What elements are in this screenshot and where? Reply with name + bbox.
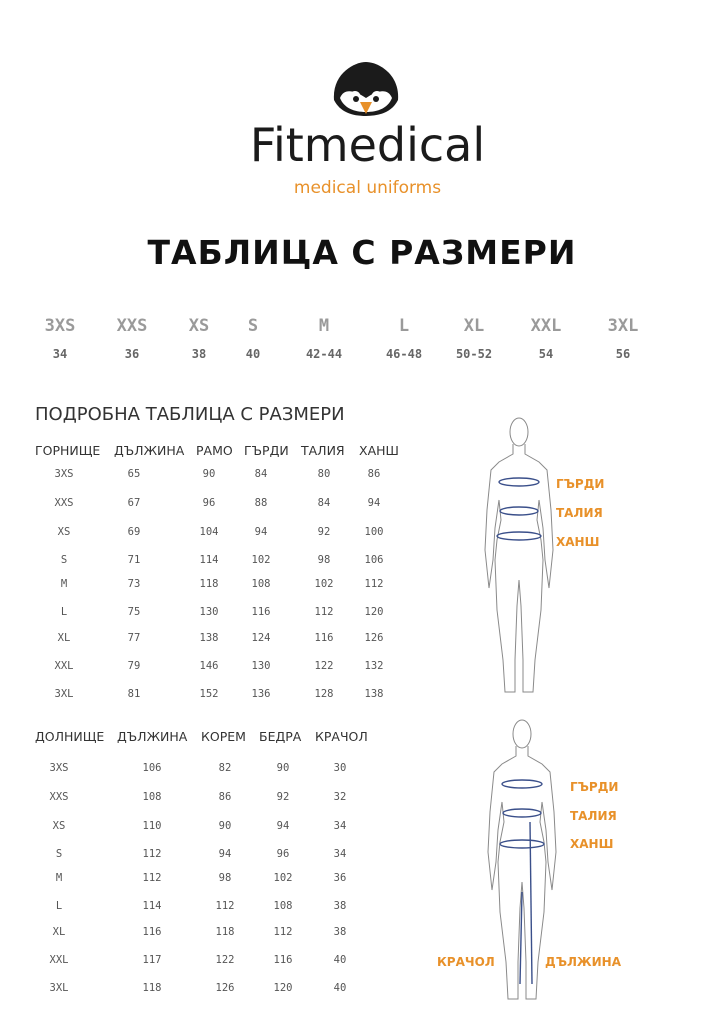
size-label: S bbox=[247, 316, 259, 336]
table-cell: 116 bbox=[273, 954, 293, 966]
tops-header-length: ДЪЛЖИНА bbox=[114, 443, 185, 458]
size-label: 3XS bbox=[44, 316, 76, 336]
table-row-size: XL bbox=[57, 632, 71, 644]
table-cell: 126 bbox=[215, 982, 235, 994]
table-cell: 40 bbox=[333, 954, 347, 966]
table-cell: 102 bbox=[273, 872, 293, 884]
table-cell: 116 bbox=[251, 606, 271, 618]
table-cell: 38 bbox=[333, 900, 347, 912]
table-cell: 120 bbox=[273, 982, 293, 994]
table-cell: 118 bbox=[199, 578, 219, 590]
table-cell: 94 bbox=[218, 848, 232, 860]
size-number: 36 bbox=[124, 347, 140, 361]
table-row-size: 3XL bbox=[54, 688, 74, 700]
table-cell: 132 bbox=[364, 660, 384, 672]
table-cell: 122 bbox=[314, 660, 334, 672]
table-row-size: L bbox=[60, 606, 68, 618]
tops-header-hip: ХАНШ bbox=[359, 443, 399, 458]
table-cell: 38 bbox=[333, 926, 347, 938]
figure-bottom-length-label: ДЪЛЖИНА bbox=[545, 955, 621, 969]
table-row-size: 3XS bbox=[49, 762, 69, 774]
table-cell: 84 bbox=[254, 468, 268, 480]
table-cell: 90 bbox=[276, 762, 290, 774]
table-row-size: S bbox=[55, 848, 63, 860]
bottoms-header-length: ДЪЛЖИНА bbox=[117, 729, 188, 744]
table-row-size: XS bbox=[52, 820, 66, 832]
table-cell: 94 bbox=[254, 526, 268, 538]
table-cell: 112 bbox=[142, 848, 162, 860]
table-cell: 126 bbox=[364, 632, 384, 644]
table-cell: 79 bbox=[127, 660, 141, 672]
table-cell: 40 bbox=[333, 982, 347, 994]
table-cell: 112 bbox=[273, 926, 293, 938]
table-cell: 136 bbox=[251, 688, 271, 700]
table-cell: 118 bbox=[215, 926, 235, 938]
table-row-size: XXS bbox=[54, 497, 74, 509]
size-number: 50-52 bbox=[455, 347, 493, 361]
figure-bottom-chest-label: ГЪРДИ bbox=[570, 780, 619, 794]
table-cell: 84 bbox=[317, 497, 331, 509]
size-number: 46-48 bbox=[385, 347, 423, 361]
table-cell: 112 bbox=[142, 872, 162, 884]
figure-top-chest-label: ГЪРДИ bbox=[556, 477, 605, 491]
table-cell: 88 bbox=[254, 497, 268, 509]
table-cell: 116 bbox=[314, 632, 334, 644]
table-cell: 92 bbox=[317, 526, 331, 538]
table-cell: 96 bbox=[276, 848, 290, 860]
table-cell: 108 bbox=[142, 791, 162, 803]
figure-bottom-waist-label: ТАЛИЯ bbox=[570, 809, 617, 823]
table-cell: 112 bbox=[314, 606, 334, 618]
bottoms-header-inseam: КРАЧОЛ bbox=[315, 729, 368, 744]
tops-header-waist: ТАЛИЯ bbox=[301, 443, 345, 458]
table-cell: 112 bbox=[364, 578, 384, 590]
table-row-size: L bbox=[55, 900, 63, 912]
size-label: XXL bbox=[530, 316, 562, 336]
brand-name: Fitmedical bbox=[249, 118, 486, 172]
table-cell: 152 bbox=[199, 688, 219, 700]
page-title: ТАБЛИЦА С РАЗМЕРИ bbox=[147, 233, 577, 272]
table-cell: 114 bbox=[199, 554, 219, 566]
size-label: M bbox=[318, 316, 330, 336]
table-cell: 67 bbox=[127, 497, 141, 509]
table-cell: 81 bbox=[127, 688, 141, 700]
table-cell: 86 bbox=[367, 468, 381, 480]
figure-top-waist-label: ТАЛИЯ bbox=[556, 506, 603, 520]
table-cell: 36 bbox=[333, 872, 347, 884]
table-cell: 69 bbox=[127, 526, 141, 538]
body-figure-top bbox=[475, 410, 565, 700]
table-cell: 77 bbox=[127, 632, 141, 644]
table-cell: 122 bbox=[215, 954, 235, 966]
table-row-size: M bbox=[55, 872, 63, 884]
table-row-size: 3XS bbox=[54, 468, 74, 480]
size-label: 3XL bbox=[607, 316, 639, 336]
table-cell: 110 bbox=[142, 820, 162, 832]
table-cell: 94 bbox=[367, 497, 381, 509]
tops-header-garment: ГОРНИЩЕ bbox=[35, 443, 101, 458]
table-cell: 104 bbox=[199, 526, 219, 538]
table-cell: 114 bbox=[142, 900, 162, 912]
size-number: 38 bbox=[191, 347, 207, 361]
size-label: L bbox=[398, 316, 410, 336]
table-row-size: S bbox=[60, 554, 68, 566]
table-cell: 90 bbox=[202, 468, 216, 480]
table-cell: 71 bbox=[127, 554, 141, 566]
table-cell: 118 bbox=[142, 982, 162, 994]
table-cell: 73 bbox=[127, 578, 141, 590]
table-cell: 82 bbox=[218, 762, 232, 774]
table-cell: 138 bbox=[199, 632, 219, 644]
table-cell: 92 bbox=[276, 791, 290, 803]
table-cell: 108 bbox=[251, 578, 271, 590]
size-number: 34 bbox=[52, 347, 68, 361]
table-cell: 98 bbox=[218, 872, 232, 884]
size-number: 42-44 bbox=[305, 347, 343, 361]
detailed-table-title: ПОДРОБНА ТАБЛИЦА С РАЗМЕРИ bbox=[35, 404, 345, 425]
figure-top-hip-label: ХАНШ bbox=[556, 535, 600, 549]
bottoms-header-hips: БЕДРА bbox=[259, 729, 302, 744]
table-row-size: M bbox=[60, 578, 68, 590]
table-cell: 32 bbox=[333, 791, 347, 803]
table-cell: 108 bbox=[273, 900, 293, 912]
table-cell: 117 bbox=[142, 954, 162, 966]
table-cell: 130 bbox=[251, 660, 271, 672]
table-cell: 34 bbox=[333, 820, 347, 832]
table-cell: 106 bbox=[364, 554, 384, 566]
size-number: 40 bbox=[245, 347, 261, 361]
table-cell: 90 bbox=[218, 820, 232, 832]
table-row-size: XXL bbox=[54, 660, 74, 672]
tops-header-chest: ГЪРДИ bbox=[244, 443, 289, 458]
table-cell: 146 bbox=[199, 660, 219, 672]
table-cell: 86 bbox=[218, 791, 232, 803]
table-cell: 65 bbox=[127, 468, 141, 480]
table-cell: 130 bbox=[199, 606, 219, 618]
table-cell: 96 bbox=[202, 497, 216, 509]
table-cell: 128 bbox=[314, 688, 334, 700]
penguin-logo-icon bbox=[330, 60, 402, 118]
table-cell: 116 bbox=[142, 926, 162, 938]
size-number: 54 bbox=[538, 347, 554, 361]
table-cell: 80 bbox=[317, 468, 331, 480]
size-number: 56 bbox=[615, 347, 631, 361]
table-row-size: 3XL bbox=[49, 982, 69, 994]
size-label: XL bbox=[463, 316, 485, 336]
table-cell: 112 bbox=[215, 900, 235, 912]
table-cell: 34 bbox=[333, 848, 347, 860]
size-label: XXS bbox=[116, 316, 148, 336]
table-cell: 102 bbox=[251, 554, 271, 566]
bottoms-header-belly: КОРЕМ bbox=[201, 729, 246, 744]
table-cell: 102 bbox=[314, 578, 334, 590]
table-cell: 138 bbox=[364, 688, 384, 700]
table-cell: 98 bbox=[317, 554, 331, 566]
figure-bottom-hip-label: ХАНШ bbox=[570, 837, 614, 851]
table-cell: 94 bbox=[276, 820, 290, 832]
tops-header-shoulder: РАМО bbox=[196, 443, 233, 458]
bottoms-header-garment: ДОЛНИЩЕ bbox=[35, 729, 105, 744]
table-row-size: XXS bbox=[49, 791, 69, 803]
size-label: XS bbox=[188, 316, 210, 336]
table-cell: 120 bbox=[364, 606, 384, 618]
table-cell: 106 bbox=[142, 762, 162, 774]
table-cell: 124 bbox=[251, 632, 271, 644]
table-cell: 75 bbox=[127, 606, 141, 618]
brand-tagline: medical uniforms bbox=[293, 178, 442, 198]
table-row-size: XS bbox=[57, 526, 71, 538]
table-row-size: XL bbox=[52, 926, 66, 938]
table-row-size: XXL bbox=[49, 954, 69, 966]
figure-bottom-inseam-label: КРАЧОЛ bbox=[437, 955, 495, 969]
table-cell: 100 bbox=[364, 526, 384, 538]
table-cell: 30 bbox=[333, 762, 347, 774]
